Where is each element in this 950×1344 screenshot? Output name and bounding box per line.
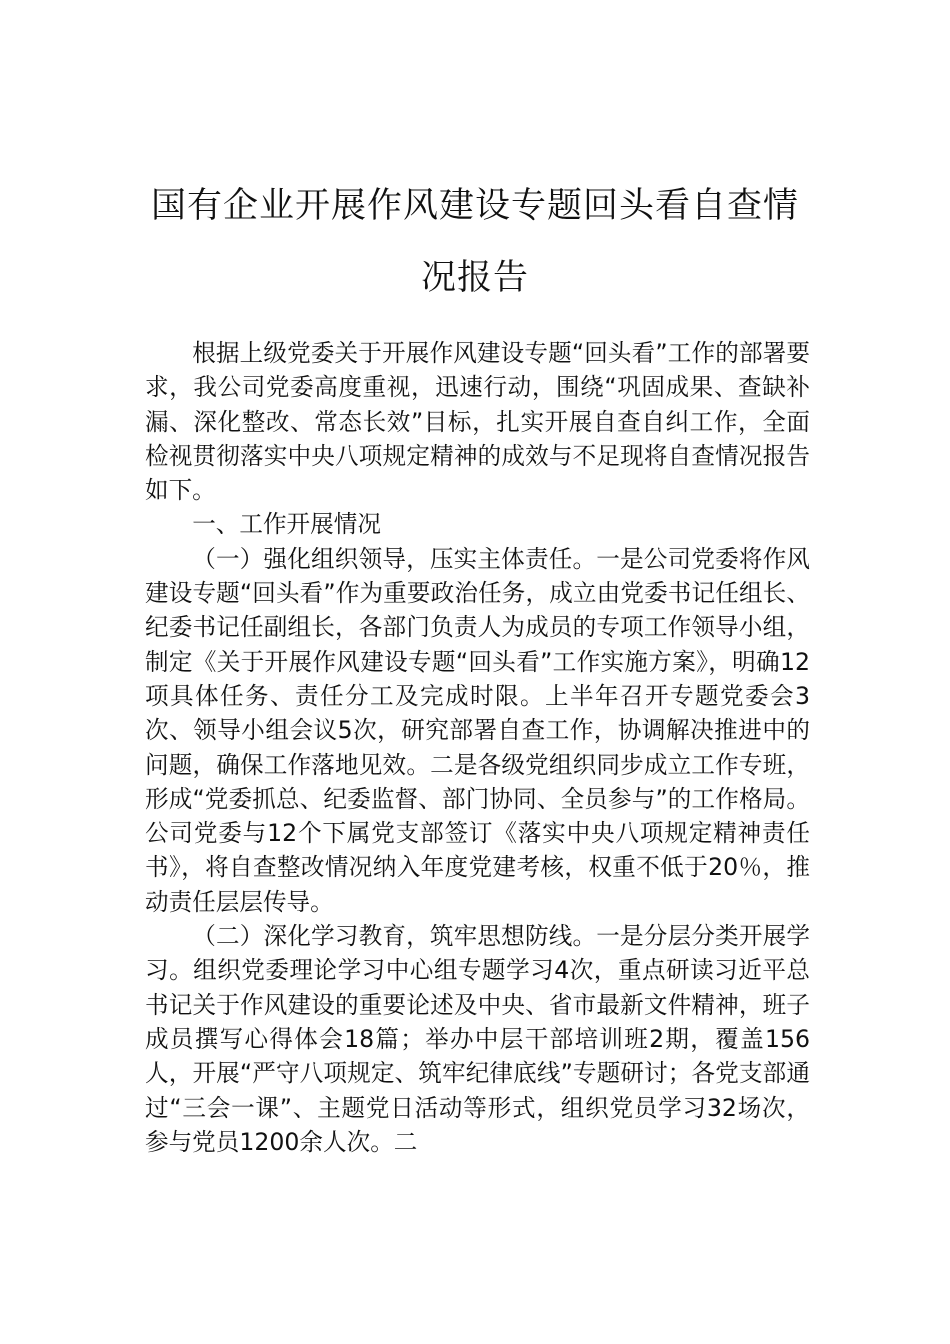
document-title <box>145 170 805 314</box>
section-heading: 一、工作开展情况 <box>192 510 381 539</box>
body-paragraph-2: （二）深化学习教育，筑牢思想防线。一是分层分类开展学习。组织党委理论学习中心组专题学习4次，重点研读习近平总书记关于作风建设的重要论述及中央、省市最新文件精神，班子成员撰写心得体会18篇；举办中层干部培训班2期，覆盖156人，开展“严守八项规定、筑牢纪律底线”专题研讨；各党支部通过“三会一课”、主题党日活动等形式，组织党员学习32场次，参与党员1200余人次。二 <box>145 922 810 1156</box>
document-body <box>145 336 810 1159</box>
intro-paragraph: 根据上级党委关于开展作风建设专题“回头看”工作的部署要求，我公司党委高度重视，迅速行动，围绕“巩固成果、查缺补漏、深化整改、常态长效”目标，扎实开展自查自纠工作，全面检视贯彻落实中央八项规定精神的成效与不足现将自查情况报告如下。 <box>145 339 810 505</box>
body-paragraph-1: （一）强化组织领导，压实主体责任。一是公司党委将作风建设专题“回头看”作为重要政治任务，成立由党委书记任组长、纪委书记任副组长，各部门负责人为成员的专项工作领导小组，制定《关于开展作风建设专题“回头看”工作实施方案》，明确12项具体任务、责任分工及完成时限。上半年召开专题党委会3次、领导小组会议5次，研究部署自查工作，协调解决推进中的问题，确保工作落地见效。二是各级党组织同步成立工作专班，形成“党委抓总、纪委监督、部门协同、全员参与”的工作格局。公司党委与12个下属党支部签订《落实中央八项规定精神责任书》，将自查整改情况纳入年度党建考核，权重不低于20％，推动责任层层传导。 <box>145 544 810 916</box>
title-line-1: 国有企业开展作风建设专题回头看自查情 <box>150 186 799 226</box>
title-line-2: 况报告 <box>420 258 529 298</box>
